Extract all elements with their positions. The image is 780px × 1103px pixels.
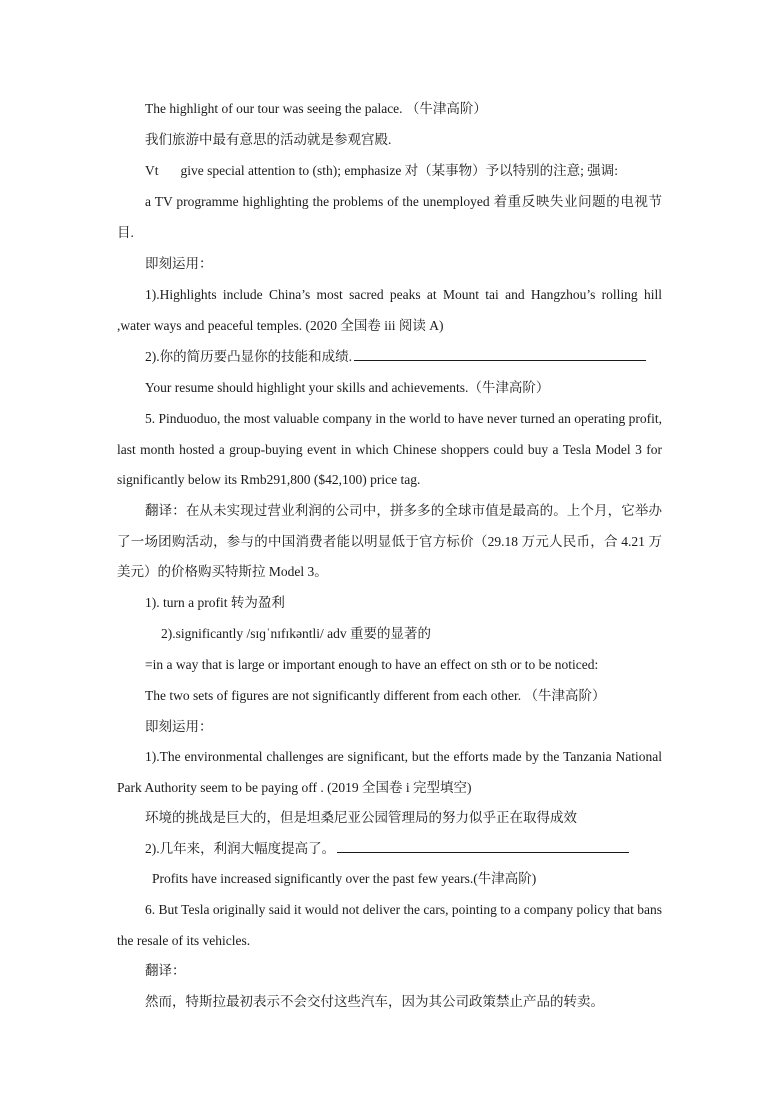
translation-paragraph: 翻译：在从未实现过营业利润的公司中，拼多多的全球市值是最高的。上个月，它举办了一场团购活动，参与的中国消费者能以明显低于官方标价（29.18 万元人民币，合 4.21 万美元）的价格购买特斯拉 Model 3。 (117, 503, 662, 579)
passage-paragraph-6: 6. But Tesla originally said it would not deliver the cars, pointing to a company policy that bans the resale of its vehicles. (117, 902, 662, 948)
answer-blank[interactable] (354, 359, 646, 361)
practice-item-2 (145, 342, 690, 373)
example-translation: 我们旅游中最有意思的活动就是参观宫殿. (145, 132, 392, 147)
example-sentence: Your resume should highlight your skills and achievements.（牛津高阶） (145, 380, 550, 395)
phrase-item-1: 1). turn a profit 转为盈利 (145, 595, 285, 610)
example-sentence: The highlight of our tour was seeing the palace. （牛津高阶） (145, 101, 487, 116)
practice-item-2-text: 2).几年来，利润大幅度提高了。 (145, 841, 336, 856)
practice-item-2 (145, 834, 690, 865)
example-paragraph: a TV programme highlighting the problems of the unemployed 着重反映失业问题的电视节目. (117, 194, 662, 240)
translation-text: 然而，特斯拉最初表示不会交付这些汽车，因为其公司政策禁止产品的转卖。 (145, 994, 604, 1009)
example-sentence: The two sets of figures are not significantly different from each other. （牛津高阶） (145, 688, 606, 703)
practice-item-1: 1).The environmental challenges are significant, but the efforts made by the Tanzania National Park Authority seem to be paying off . (2019 全国卷 i 完型填空) (117, 749, 662, 795)
definition-text: give special attention to (sth); emphasize 对（某事物）予以特别的注意; 强调: (180, 163, 619, 178)
phrase-item-2: 2).significantly /sɪɡˈnɪfɪkəntli/ adv 重要的显著的 (161, 626, 431, 641)
definition-line: =in a way that is large or important enough to have an effect on sth or to be noticed: (145, 657, 599, 672)
example-translation: 环境的挑战是巨大的，但是坦桑尼亚公园管理局的努力似乎正在取得成效 (145, 810, 577, 825)
passage-paragraph-5: 5. Pinduoduo, the most valuable company in the world to have never turned an operating profit, last month hosted a group-buying event in which Chinese shoppers could buy a Tesla Model 3 for significantly below its Rmb291,800 ($42,100) price tag. (117, 411, 662, 487)
practice-heading: 即刻运用： (145, 256, 213, 271)
practice-item-2-text: 2).你的简历要凸显你的技能和成绩. (145, 349, 352, 364)
example-sentence: Profits have increased significantly over the past few years.(牛津高阶) (152, 871, 537, 886)
answer-blank[interactable] (337, 851, 629, 853)
translation-heading: 翻译： (145, 963, 186, 978)
part-of-speech: Vt (145, 163, 159, 178)
practice-heading: 即刻运用： (145, 719, 213, 734)
practice-item-1: 1).Highlights include China’s most sacred peaks at Mount tai and Hangzhou’s rolling hill ,water ways and peaceful temples. (2020 全国卷 iii 阅读 A) (117, 287, 662, 333)
definition-line (145, 156, 690, 187)
